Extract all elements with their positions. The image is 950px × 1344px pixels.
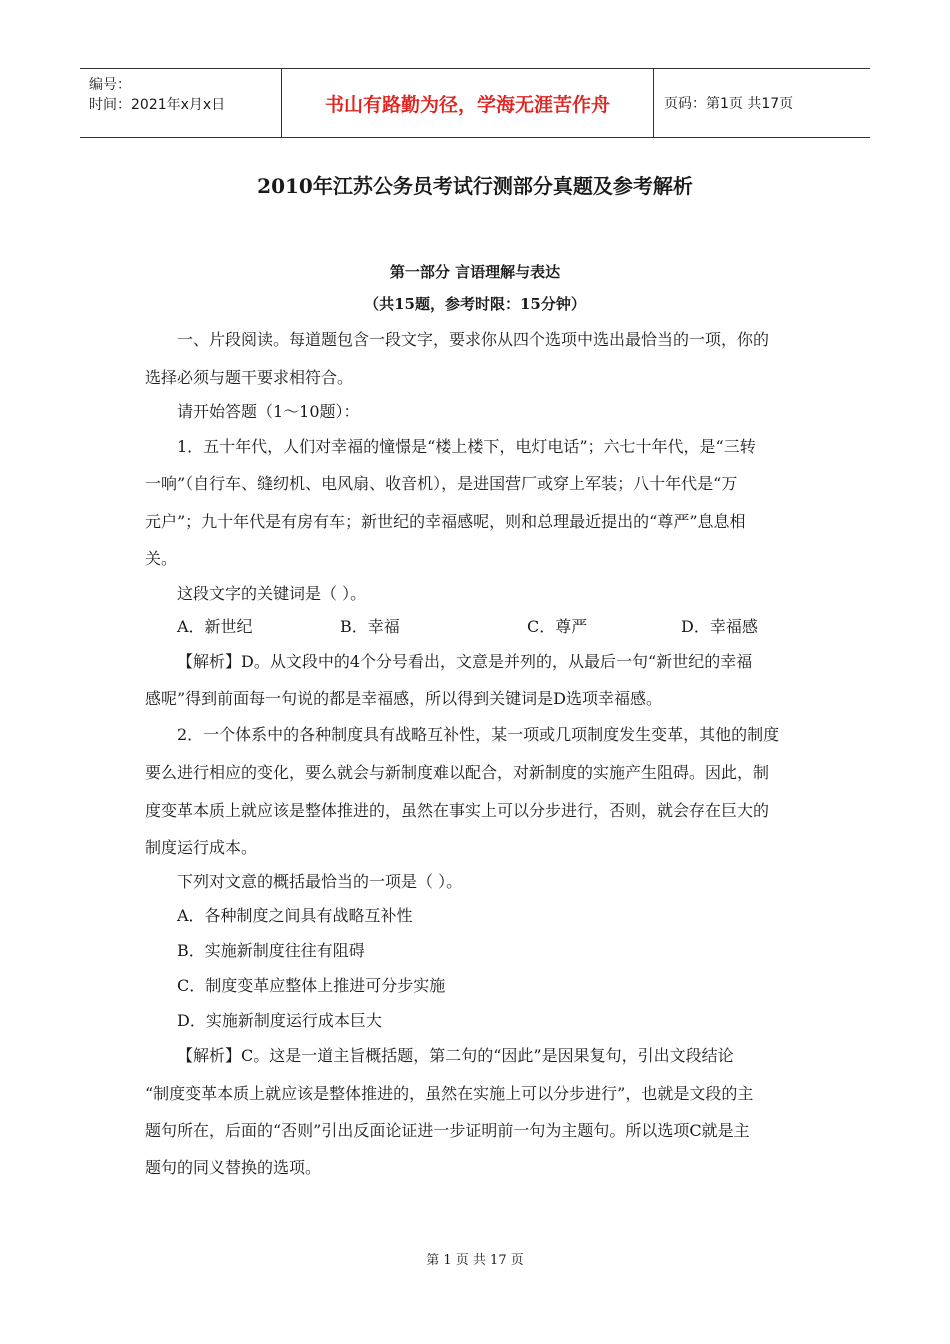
q2-option-c: C．制度变革应整体上推进可分步实施 xyxy=(177,976,446,995)
q2-option-a: A．各种制度之间具有战略互补性 xyxy=(177,906,413,925)
q1-option-c: C．尊严 xyxy=(527,617,588,636)
header-motto: 书山有路勤为径，学海无涯苦作舟 xyxy=(282,69,654,137)
q2-analysis: 【解析】C。这是一道主旨概括题，第二句的“因此”是因果复句，引出文段结论 xyxy=(177,1046,734,1065)
q1-text: 一响”（自行车、缝纫机、电风扇、收音机），是进国营厂或穿上军装；八十年代是“万 xyxy=(145,474,738,493)
q2-analysis: “制度变革本质上就应该是整体推进的，虽然在实施上可以分步进行”，也就是文段的主 xyxy=(145,1084,754,1103)
start-instruction: 请开始答题（1～10题）： xyxy=(177,402,360,421)
q2-text: 制度运行成本。 xyxy=(145,838,258,857)
q2-option-b: B．实施新制度往往有阻碍 xyxy=(177,941,365,960)
q1-text: 关。 xyxy=(145,549,178,568)
q2-option-d: D．实施新制度运行成本巨大 xyxy=(177,1011,382,1030)
header-page-info: 页码：第1页 共17页 xyxy=(664,96,794,112)
doc-code: 编号： xyxy=(89,77,131,93)
q2-text: 要么进行相应的变化，要么就会与新制度难以配合，对新制度的实施产生阻碍。因此，制 xyxy=(145,763,770,782)
q1-prompt: 这段文字的关键词是（ ）。 xyxy=(177,584,367,603)
q1-analysis: 【解析】D。从文段中的4个分号看出，文意是并列的，从最后一句“新世纪的幸福 xyxy=(177,652,753,671)
q1-text: 元户”；九十年代是有房有车；新世纪的幸福感呢，则和总理最近提出的“尊严”息息相 xyxy=(145,512,746,531)
q2-prompt: 下列对文意的概括最恰当的一项是（ ）。 xyxy=(177,872,463,891)
q1-option-b: B．幸福 xyxy=(340,617,400,636)
q1-analysis: 感呢”得到前面每一句说的都是幸福感，所以得到关键词是D选项幸福感。 xyxy=(145,689,663,708)
q1-option-d: D．幸福感 xyxy=(681,617,758,636)
q2-text: 度变革本质上就应该是整体推进的，虽然在事实上可以分步进行，否则，就会存在巨大的 xyxy=(145,801,770,820)
intro-line: 选择必须与题干要求相符合。 xyxy=(145,368,354,387)
q2-analysis: 题句所在，后面的“否则”引出反面论证进一步证明前一句为主题句。所以选项C就是主 xyxy=(145,1121,750,1140)
q2-analysis: 题句的同义替换的选项。 xyxy=(145,1158,322,1177)
page-header xyxy=(80,68,870,138)
header-meta xyxy=(80,69,282,137)
q1-text: 1．五十年代，人们对幸福的憧憬是“楼上楼下，电灯电话”；六七十年代，是“三转 xyxy=(177,437,756,456)
q1-option-a: A．新世纪 xyxy=(177,617,253,636)
intro-line: 一、片段阅读。每道题包含一段文字，要求你从四个选项中选出最恰当的一项，你的 xyxy=(177,330,770,349)
page-footer: 第 1 页 共 17 页 xyxy=(426,1253,524,1268)
q2-text: 2．一个体系中的各种制度具有战略互补性，某一项或几项制度发生变革，其他的制度 xyxy=(177,725,780,744)
document-title: 2010年江苏公务员考试行测部分真题及参考解析 xyxy=(257,174,693,198)
section-time-limit: （共15题，参考时限：15分钟） xyxy=(364,295,586,313)
section-heading: 第一部分 言语理解与表达 xyxy=(389,263,561,281)
doc-time: 时间：2021年x月x日 xyxy=(89,97,226,113)
